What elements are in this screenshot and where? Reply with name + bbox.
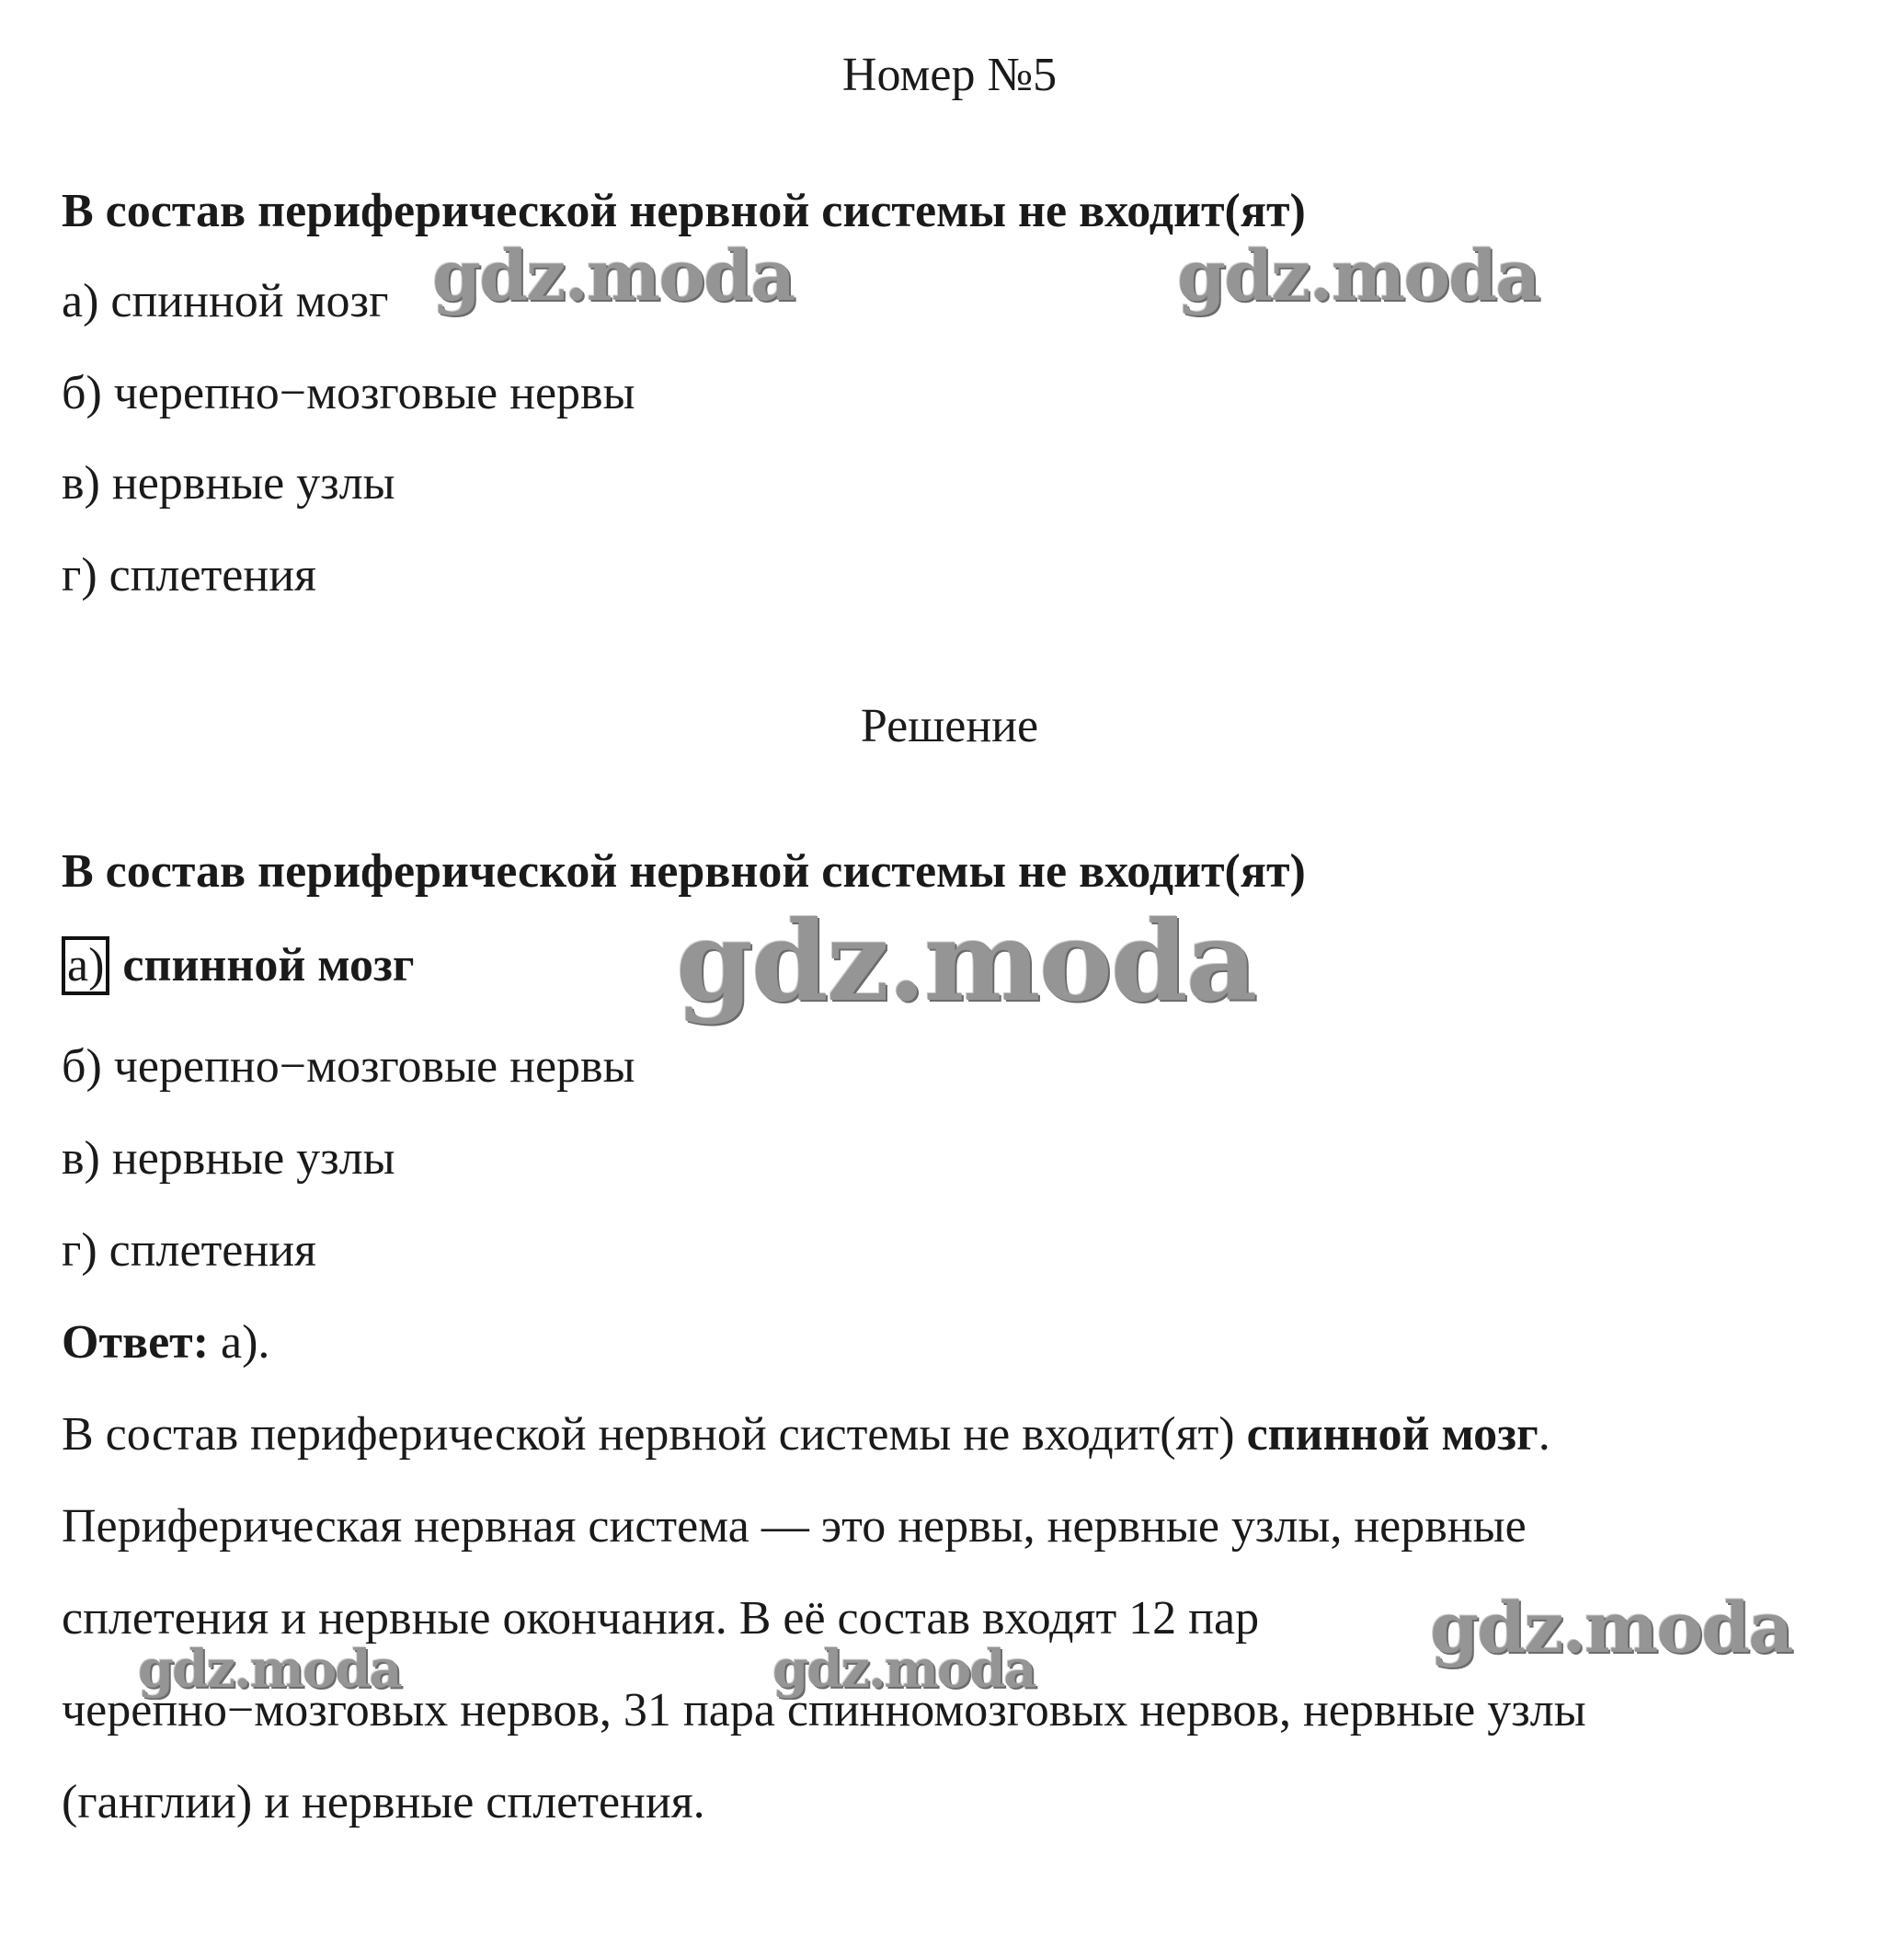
explanation-line-1-start: В состав периферической нервной системы не входит(ят) bbox=[62, 1408, 1247, 1461]
watermark-2: gdz.moda bbox=[1177, 235, 1539, 316]
explanation-line-1-bold: спинной мозг bbox=[1246, 1408, 1539, 1461]
watermark-4: gdz.moda bbox=[1430, 1587, 1792, 1668]
question-option-c: в) нервные узлы bbox=[62, 457, 395, 510]
page-title: Номер №5 bbox=[841, 49, 1058, 101]
explanation-line-1-end: . bbox=[1538, 1408, 1550, 1461]
solution-selected-option bbox=[62, 936, 415, 995]
question-option-b: б) черепно−мозговые нервы bbox=[62, 367, 635, 419]
watermark-5: gdz.moda bbox=[138, 1639, 401, 1700]
explanation-line-5: (ганглии) и нервные сплетения. bbox=[62, 1776, 705, 1828]
question-option-a: а) спинной мозг bbox=[62, 275, 389, 327]
explanation-line-2: Периферическая нервная система — это нервы, нервные узлы, нервные bbox=[62, 1500, 1527, 1553]
solution-option-c: в) нервные узлы bbox=[62, 1132, 395, 1185]
solution-prompt: В состав периферической нервной системы не входит(ят) bbox=[62, 845, 1306, 898]
selected-letter-box: а) bbox=[62, 936, 109, 995]
explanation-line-3: сплетения и нервные окончания. В её состав входят 12 пар bbox=[62, 1592, 1260, 1645]
explanation-line-4: черепно−мозговых нервов, 31 пара спинномозговых нервов, нервные узлы bbox=[62, 1684, 1586, 1736]
watermark-3: gdz.moda bbox=[676, 897, 1256, 1026]
answer-line bbox=[62, 1315, 269, 1370]
solution-option-d: г) сплетения bbox=[62, 1224, 316, 1277]
watermark-1: gdz.moda bbox=[432, 235, 795, 316]
answer-label: Ответ: bbox=[62, 1316, 210, 1369]
question-prompt: В состав периферической нервной системы не входит(ят) bbox=[62, 185, 1306, 237]
solution-heading: Решение bbox=[860, 700, 1039, 752]
selected-option-text: спинной мозг bbox=[122, 939, 415, 991]
question-option-d: г) сплетения bbox=[62, 549, 316, 602]
watermark-6: gdz.moda bbox=[772, 1639, 1035, 1700]
answer-value: а). bbox=[209, 1316, 270, 1369]
explanation-line-1 bbox=[62, 1407, 1550, 1462]
solution-option-b: б) черепно−мозговые нервы bbox=[62, 1040, 635, 1093]
